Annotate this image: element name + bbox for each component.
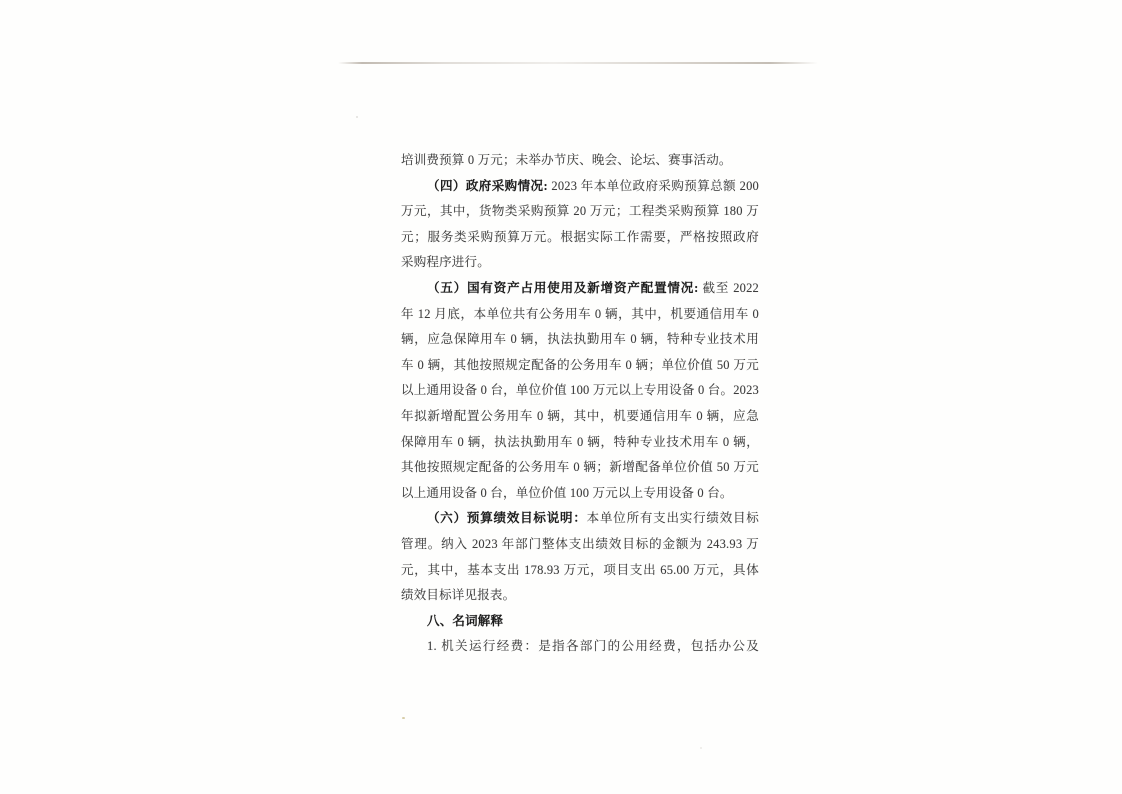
text-line-1 bbox=[401, 148, 759, 174]
text-line-10 bbox=[401, 378, 759, 404]
text-line-7 bbox=[401, 302, 759, 328]
body-text: 绩效目标详见报表。 bbox=[401, 588, 516, 603]
body-text: 以上通用设备 0 台，单位价值 100 万元以上专用设备 0 台。2023 bbox=[401, 383, 759, 398]
text-line-8 bbox=[401, 327, 759, 353]
text-line-11 bbox=[401, 404, 759, 430]
heading-text: 八、名词解释 bbox=[427, 613, 504, 628]
body-text: 截至 2022 bbox=[698, 280, 759, 295]
body-text: 1. 机关运行经费：是指各部门的公用经费，包括办公及 bbox=[427, 639, 759, 654]
text-line-15 bbox=[401, 506, 759, 532]
body-text: 元；服务类采购预算万元。根据实际工作需要，严格按照政府 bbox=[401, 229, 759, 244]
body-text: 万元，其中，货物类采购预算 20 万元；工程类采购预算 180 万 bbox=[401, 204, 759, 219]
body-text: 年 12 月底，本单位共有公务用车 0 辆，其中，机要通信用车 0 bbox=[401, 306, 759, 321]
body-text: 元，其中，基本支出 178.93 万元，项目支出 65.00 万元，具体 bbox=[401, 562, 759, 577]
text-line-2 bbox=[401, 174, 759, 200]
body-text: 辆，应急保障用车 0 辆，执法执勤用车 0 辆，特种专业技术用 bbox=[401, 332, 759, 347]
text-line-3 bbox=[401, 199, 759, 225]
text-line-12 bbox=[401, 430, 759, 456]
text-line-6 bbox=[401, 276, 759, 302]
text-line-19 bbox=[401, 609, 759, 635]
text-line-13 bbox=[401, 455, 759, 481]
scan-shadow-line bbox=[338, 62, 818, 64]
scan-speck bbox=[700, 747, 702, 749]
text-line-16 bbox=[401, 532, 759, 558]
text-line-4 bbox=[401, 225, 759, 251]
body-text: 年拟新增配置公务用车 0 辆，其中，机要通信用车 0 辆，应急 bbox=[401, 408, 759, 423]
body-text: 车 0 辆，其他按照规定配备的公务用车 0 辆；单位价值 50 万元 bbox=[401, 357, 759, 372]
text-line-17 bbox=[401, 558, 759, 584]
text-line-9 bbox=[401, 353, 759, 379]
text-line-5 bbox=[401, 250, 759, 276]
body-text: 以上通用设备 0 台，单位价值 100 万元以上专用设备 0 台。 bbox=[401, 485, 733, 500]
body-text: 管理。纳入 2023 年部门整体支出绩效目标的金额为 243.93 万 bbox=[401, 536, 759, 551]
text-line-18 bbox=[401, 583, 759, 609]
body-text: 保障用车 0 辆，执法执勤用车 0 辆，特种专业技术用车 0 辆， bbox=[401, 434, 759, 449]
body-text: 2023 年本单位政府采购预算总额 200 bbox=[547, 178, 759, 193]
body-text: 其他按照规定配备的公务用车 0 辆；新增配备单位价值 50 万元 bbox=[401, 460, 759, 475]
text-line-20 bbox=[401, 634, 759, 660]
body-text: 采购程序进行。 bbox=[401, 255, 490, 270]
body-text: 培训费预算 0 万元；未举办节庆、晚会、论坛、赛事活动。 bbox=[401, 153, 732, 167]
heading-text: （六）预算绩效目标说明： bbox=[427, 511, 587, 526]
document-text bbox=[401, 148, 759, 660]
text-line-14 bbox=[401, 481, 759, 507]
heading-text: （五）国有资产占用使用及新增资产配置情况: bbox=[427, 280, 699, 295]
body-text: 本单位所有支出实行绩效目标 bbox=[586, 511, 759, 526]
scan-speck bbox=[356, 116, 358, 118]
scan-speck bbox=[402, 717, 405, 719]
heading-text: （四）政府采购情况: bbox=[427, 178, 548, 193]
